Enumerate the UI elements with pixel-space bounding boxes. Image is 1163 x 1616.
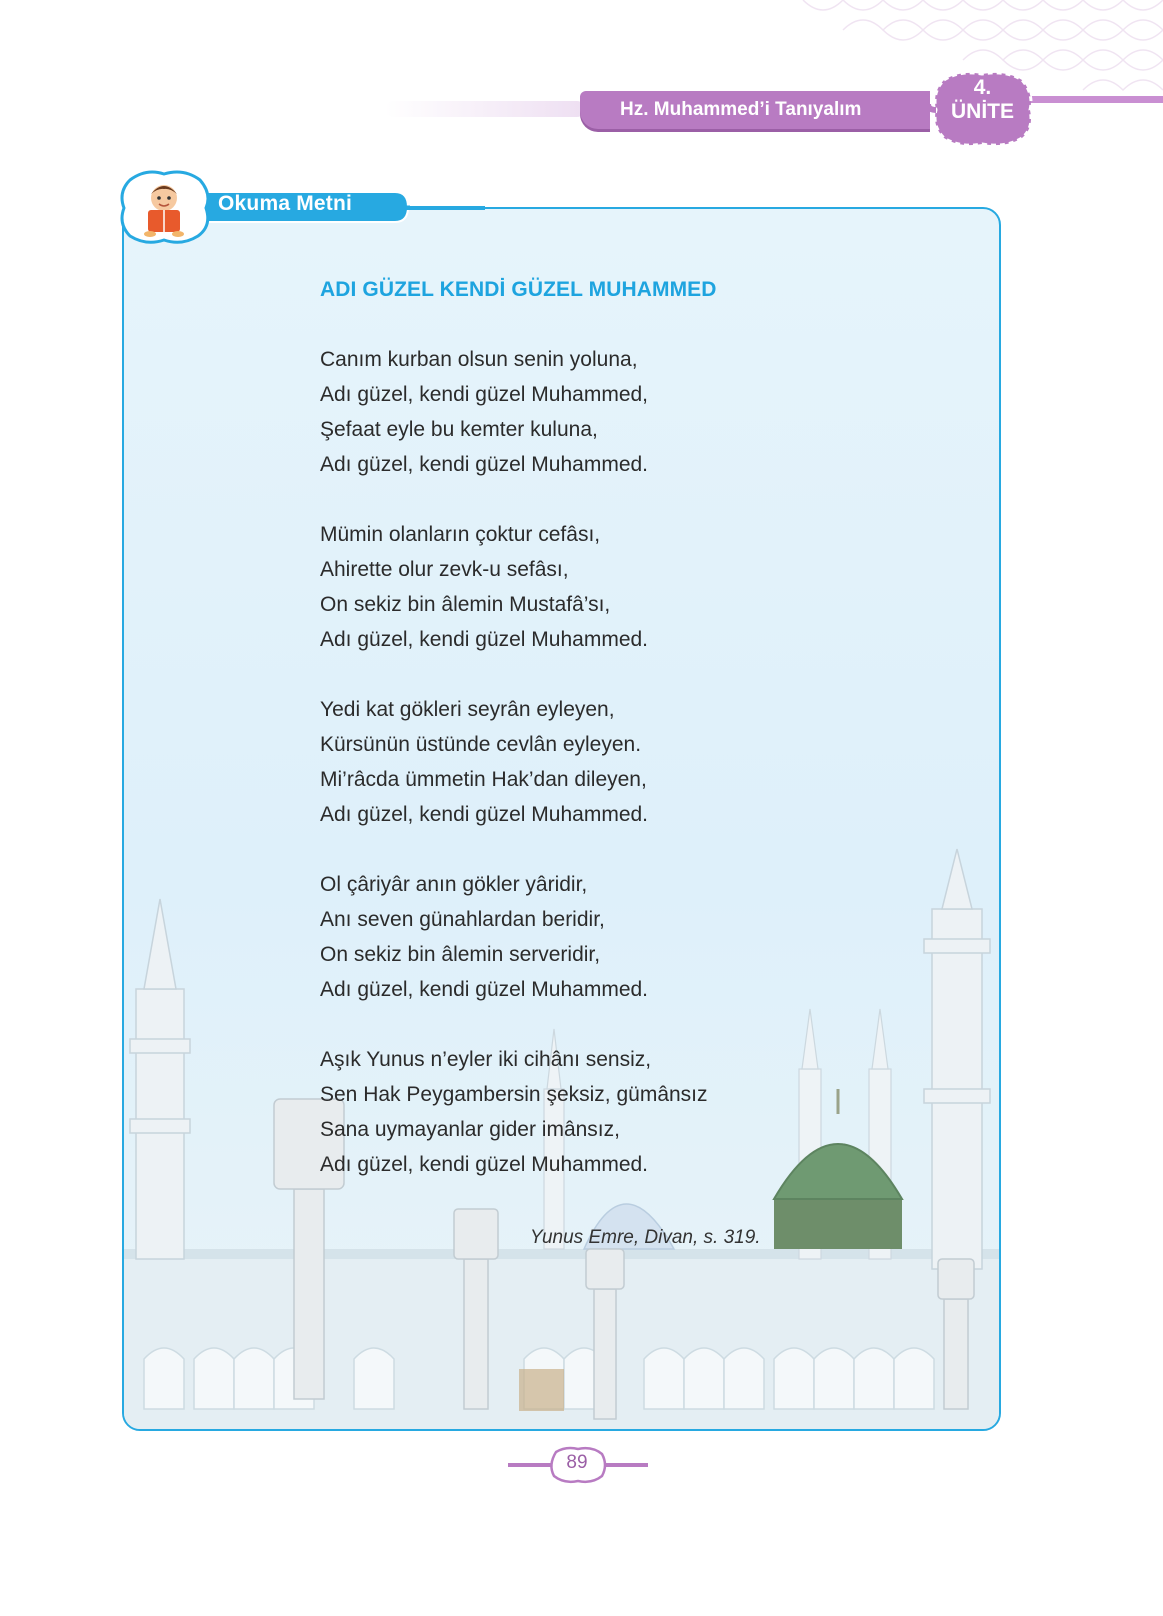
unit-line — [1030, 96, 1163, 103]
verse-line: Canım kurban olsun senin yoluna, — [320, 348, 638, 371]
page-number: 89 — [566, 1452, 588, 1473]
chapter-title-bar — [580, 91, 930, 129]
stanza-4 — [320, 867, 648, 1007]
section-label-line — [400, 205, 485, 211]
header-fade-bar — [385, 101, 585, 117]
section-label: Okuma Metni — [218, 192, 353, 215]
unit-badge-text — [930, 76, 1035, 124]
verse-line: Adı güzel, kendi güzel Muhammed. — [320, 628, 649, 651]
verse-line: Adı güzel, kendi güzel Muhammed. — [320, 453, 649, 476]
verse-line: Ahirette olur zevk-u sefâsı, — [320, 558, 569, 581]
chapter-title: Hz. Muhammed’i Tanıyalım — [620, 99, 862, 120]
verse-line: Yedi kat gökleri seyrân eyleyen, — [320, 698, 615, 721]
poem-title: ADI GÜZEL KENDİ GÜZEL MUHAMMED — [320, 278, 717, 301]
unit-number: 4. — [973, 76, 992, 99]
verse-line: On sekiz bin âlemin Mustafâ’sı, — [320, 593, 611, 616]
reading-child-icon — [118, 168, 210, 246]
verse-line: Anı seven günahlardan beridir, — [320, 908, 605, 931]
stanza-2 — [320, 517, 648, 657]
verse-line: Ol çâriyâr anın gökler yâridir, — [320, 873, 588, 896]
verse-line: Şefaat eyle bu kemter kuluna, — [320, 418, 598, 441]
verse-line: Sana uymayanlar gider imânsız, — [320, 1118, 620, 1141]
poem-source: Yunus Emre, Divan, s. 319. — [530, 1227, 761, 1248]
verse-line: Adı güzel, kendi güzel Muhammed, — [320, 383, 649, 406]
verse-line: Adı güzel, kendi güzel Muhammed. — [320, 803, 649, 826]
verse-line: Mümin olanların çoktur cefâsı, — [320, 523, 601, 546]
stanza-3 — [320, 692, 648, 832]
verse-line: Adı güzel, kendi güzel Muhammed. — [320, 1153, 649, 1176]
stanza-1 — [320, 342, 648, 482]
unit-label: ÜNİTE — [951, 100, 1014, 123]
verse-line: Adı güzel, kendi güzel Muhammed. — [320, 978, 649, 1001]
verse-line: Mi’râcda ümmetin Hak’dan dileyen, — [320, 768, 647, 791]
verse-line: Kürsünün üstünde cevlân eyleyen. — [320, 733, 642, 756]
verse-line: On sekiz bin âlemin serveridir, — [320, 943, 601, 966]
verse-line: Aşık Yunus n’eyler iki cihânı sensiz, — [320, 1048, 652, 1071]
stanza-5 — [320, 1042, 708, 1182]
verse-line: Sen Hak Peygambersin şeksiz, gümânsız — [320, 1083, 708, 1106]
